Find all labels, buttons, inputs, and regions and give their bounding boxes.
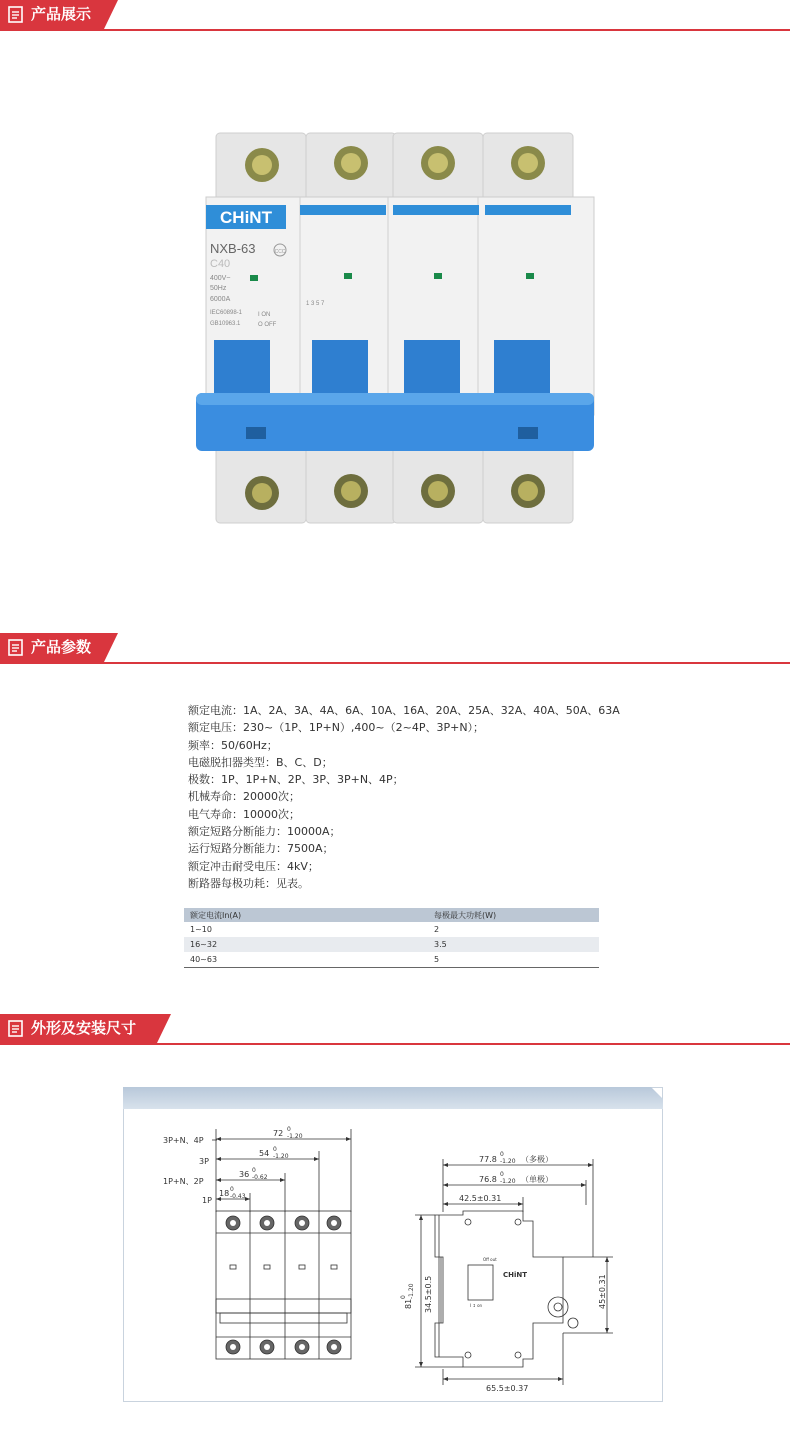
tol-zero: 0 [252,1167,256,1174]
side-mark-on: I ↕ on [470,1303,483,1308]
tol-120: -1.20 [287,1133,303,1140]
multi-pole-note: （多极） [521,1155,553,1164]
table-row [184,922,599,937]
table-header-row [184,908,599,922]
power-loss-table [184,908,599,968]
dim-36: 36 [239,1170,250,1179]
rating-label: C40 [210,258,231,270]
param-mechanical-life: 机械寿命：20000次； [188,790,300,804]
standard-label-2: GB10963.1 [210,321,241,327]
section-title: 产品展示 [31,5,92,23]
voltage-label: 400V~ [210,275,231,282]
tol-062: -0.62 [252,1174,268,1181]
param-service-breaking: 运行短路分断能力：7500A； [188,842,334,856]
side-brand: CHiNT [503,1271,528,1279]
pole-label-3p: 3P [199,1157,209,1166]
single-pole-note: （单极） [521,1175,553,1184]
section-tab [0,1014,157,1043]
dim-655: 65.5±0.37 [486,1384,529,1393]
document-icon [8,6,23,23]
tol-zero: 0 [273,1146,277,1153]
dim-45: 45±0.31 [598,1274,607,1309]
dim-54: 54 [259,1149,270,1158]
tol-zero: 0 [500,1171,504,1178]
terminal-marks: 1 3 5 7 [306,301,325,307]
table-cell: 1~10 [190,925,212,934]
tol-043: -0.43 [230,1193,246,1200]
tol-zero: 0 [500,1151,504,1158]
dim-425: 42.5±0.31 [459,1194,502,1203]
off-label: O OFF [258,322,277,328]
table-header: 每极最大功耗(W) [428,908,599,922]
brand-label: CHiNT [220,208,272,227]
standard-label-1: IEC60898-1 [210,310,243,316]
section-title: 产品参数 [31,638,92,656]
divider [0,29,790,31]
product-photo [178,125,608,535]
document-icon [8,1020,23,1037]
dim-778: 77.8 [479,1155,497,1164]
section-tab [0,633,104,662]
dimension-drawing [123,1087,663,1402]
param-impulse-voltage: 额定冲击耐受电压：4kV； [188,859,319,873]
table-cell: 40~63 [184,952,428,967]
tol-zero: 0 [287,1126,291,1133]
param-rated-voltage: 额定电压：230~（1P、1P+N）,400~（2~4P、3P+N）； [188,721,485,735]
divider [0,1043,790,1045]
table-cell: 16~32 [184,937,428,952]
param-breaking-capacity: 额定短路分断能力：10000A； [188,825,341,839]
tol-zero: 0 [400,1295,407,1299]
table-cell: 3.5 [428,937,599,952]
section-header-product-display [0,0,790,32]
section-header-product-params [0,633,790,665]
on-label: I ON [258,312,271,318]
side-mark-off: Off out [483,1257,497,1262]
dim-72: 72 [273,1129,284,1138]
pole-label-4p: 3P+N、4P [163,1136,204,1145]
dim-81: 81 [404,1298,413,1309]
pole-label-2p: 1P+N、2P [163,1177,204,1186]
table-header: 额定电流In(A) [184,908,428,922]
table-row [184,952,599,967]
divider [0,662,790,664]
param-frequency: 频率：50/60Hz； [188,738,278,752]
cert-mark: CCC [274,249,286,255]
dim-18: 18 [219,1189,230,1198]
table-row [184,937,599,952]
tol-120: -1.20 [408,1283,415,1299]
table-cell: 2 [434,925,440,934]
tol-120: -1.20 [500,1158,516,1165]
section-header-dimensions [0,1014,790,1046]
section-title: 外形及安装尺寸 [31,1019,137,1037]
param-electrical-life: 电气寿命：10000次； [188,807,300,821]
pole-label-1p: 1P [202,1196,212,1205]
dim-768: 76.8 [479,1175,497,1184]
document-icon [8,639,23,656]
param-trip-type: 电磁脱扣器类型：B、C、D； [188,755,333,769]
tol-120: -1.20 [500,1178,516,1185]
param-rated-current: 额定电流：1A、2A、3A、4A、6A、10A、16A、20A、25A、32A、40A、50A、63A [188,704,620,717]
dim-345: 34.5±0.5 [424,1275,433,1313]
capacity-label: 6000A [210,296,231,303]
params-list [188,702,620,892]
tol-zero: 0 [230,1186,234,1193]
frequency-label: 50Hz [210,285,227,292]
param-power-loss: 断路器每极功耗：见表。 [188,876,309,890]
param-poles: 极数：1P、1P+N、2P、3P、3P+N、4P； [188,773,404,787]
tol-120: -1.20 [273,1153,289,1160]
table-cell: 5 [428,952,599,967]
model-label: NXB-63 [210,241,256,256]
section-tab [0,0,104,29]
